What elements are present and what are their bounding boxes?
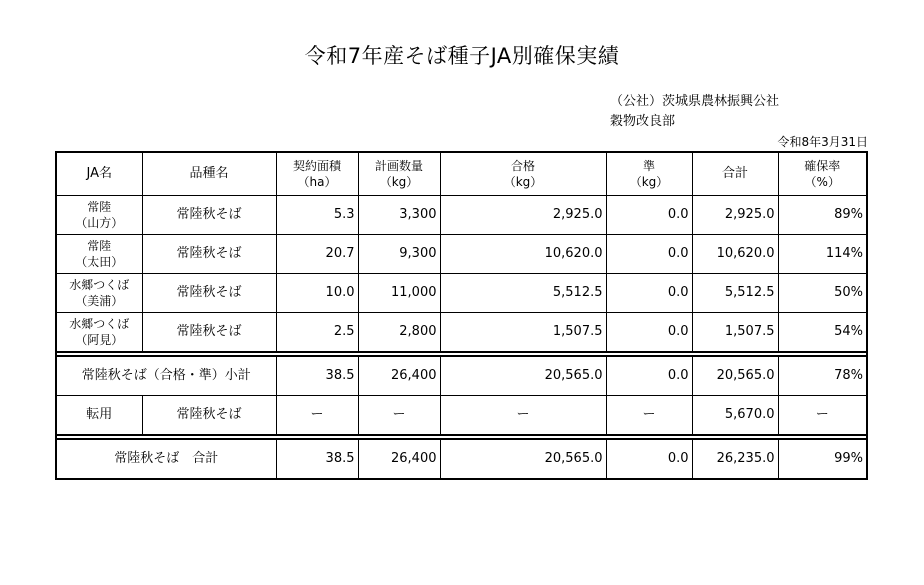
ja-cell: 常陸 （太田） [56, 235, 142, 274]
ja-cell: 水郷つくば （美浦） [56, 274, 142, 313]
total-cell: 10,620.0 [692, 235, 778, 274]
rate-cell: 114% [778, 235, 867, 274]
pass-cell: 1,507.5 [440, 313, 606, 353]
issuer-block [610, 92, 779, 132]
variety-cell: 常陸秋そば [142, 313, 276, 353]
header-plan: 計画数量 （kg） [358, 152, 440, 196]
area-cell: ー [276, 396, 358, 436]
subtotal-row [56, 356, 867, 396]
total-cell: 2,925.0 [692, 196, 778, 235]
table-row [56, 196, 867, 235]
table-row [56, 274, 867, 313]
pass-cell: 5,512.5 [440, 274, 606, 313]
plan-cell: ー [358, 396, 440, 436]
header-area: 契約面積 （ha） [276, 152, 358, 196]
area-cell: 10.0 [276, 274, 358, 313]
header-total: 合計 [692, 152, 778, 196]
rate-cell: 99% [778, 439, 867, 479]
variety-cell: 常陸秋そば [142, 396, 276, 436]
variety-cell: 常陸秋そば [142, 235, 276, 274]
plan-cell: 9,300 [358, 235, 440, 274]
total-cell: 26,235.0 [692, 439, 778, 479]
sub-cell: 0.0 [606, 196, 692, 235]
table-row [56, 235, 867, 274]
pass-cell: 20,565.0 [440, 356, 606, 396]
diverted-row [56, 396, 867, 436]
grand-total-row [56, 439, 867, 479]
table-header-row [56, 152, 867, 196]
pass-cell: 2,925.0 [440, 196, 606, 235]
sub-cell: ー [606, 396, 692, 436]
diverted-label: 転用 [56, 396, 142, 436]
grand-total-label: 常陸秋そば 合計 [56, 439, 276, 479]
variety-cell: 常陸秋そば [142, 274, 276, 313]
rate-cell: 89% [778, 196, 867, 235]
ja-cell: 水郷つくば （阿見） [56, 313, 142, 353]
page-title: 令和7年産そば種子JA別確保実績 [304, 44, 620, 68]
pass-cell: ー [440, 396, 606, 436]
header-ja: JA名 [56, 152, 142, 196]
plan-cell: 26,400 [358, 439, 440, 479]
header-pass: 合格 （kg） [440, 152, 606, 196]
area-cell: 20.7 [276, 235, 358, 274]
ja-cell: 常陸 （山方） [56, 196, 142, 235]
header-sub: 準 （kg） [606, 152, 692, 196]
plan-cell: 26,400 [358, 356, 440, 396]
area-cell: 38.5 [276, 356, 358, 396]
total-cell: 5,512.5 [692, 274, 778, 313]
area-cell: 5.3 [276, 196, 358, 235]
sub-cell: 0.0 [606, 439, 692, 479]
sub-cell: 0.0 [606, 356, 692, 396]
results-table [55, 151, 868, 480]
pass-cell: 20,565.0 [440, 439, 606, 479]
variety-cell: 常陸秋そば [142, 196, 276, 235]
total-cell: 1,507.5 [692, 313, 778, 353]
sub-cell: 0.0 [606, 274, 692, 313]
area-cell: 2.5 [276, 313, 358, 353]
area-cell: 38.5 [276, 439, 358, 479]
sub-cell: 0.0 [606, 235, 692, 274]
rate-cell: ー [778, 396, 867, 436]
rate-cell: 50% [778, 274, 867, 313]
pass-cell: 10,620.0 [440, 235, 606, 274]
report-date: 令和8年3月31日 [777, 135, 868, 149]
subtotal-label: 常陸秋そば（合格・準）小計 [56, 356, 276, 396]
sub-cell: 0.0 [606, 313, 692, 353]
header-variety: 品種名 [142, 152, 276, 196]
total-cell: 5,670.0 [692, 396, 778, 436]
total-cell: 20,565.0 [692, 356, 778, 396]
issuer-org: （公社）茨城県農林振興公社 [610, 94, 780, 109]
plan-cell: 3,300 [358, 196, 440, 235]
plan-cell: 2,800 [358, 313, 440, 353]
rate-cell: 78% [778, 356, 867, 396]
issuer-dept: 穀物改良部 [610, 114, 676, 129]
header-rate: 確保率 （%） [778, 152, 867, 196]
rate-cell: 54% [778, 313, 867, 353]
plan-cell: 11,000 [358, 274, 440, 313]
table-row [56, 313, 867, 353]
